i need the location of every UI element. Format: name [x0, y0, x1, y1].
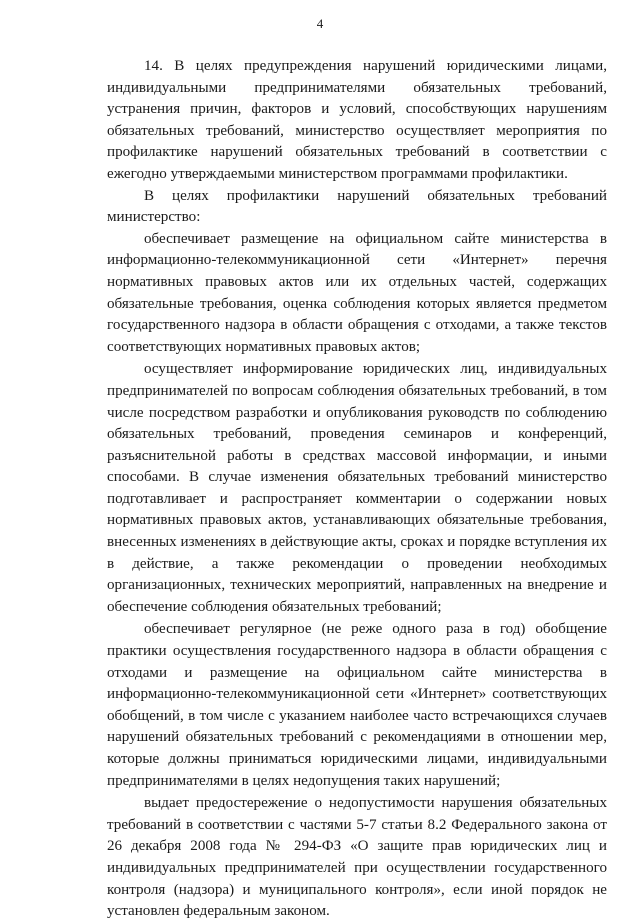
paragraph-ministry-intro: В целях профилактики нарушений обязательных требований министерство: — [107, 187, 607, 226]
paragraph-publication-of-acts: обеспечивает размещение на официальном сайте министерства в информационно-телекоммуникационной сети «Интернет» перечня нормативных правовых актов или их отдельных частей, содержащих обязательные требования, оценка соблюдения которых является предметом государственного надзора в области обращения с отходами, а также текстов соответствующих нормативных правовых актов; — [107, 230, 607, 355]
paragraph-14-prevention-measures: 14. В целях предупреждения нарушений юридическими лицами, индивидуальными предпринимателями обязательных требований, устранения причин, факторов и условий, способствующих нарушениям обязательных требований, министерство осуществляет мероприятия по профилактике нарушений обязательных требований в соответствии с ежегодно утверждаемыми министерством программами профилактики. — [107, 58, 607, 182]
paragraph-warning: выдает предостережение о недопустимости нарушения обязательных требований в соответствии с частями 5-7 статьи 8.2 Федерального закона от 26 декабря 2008 года № 294-ФЗ «О защите прав юридических лиц и индивидуальных предпринимателей при осуществлении государственного контроля (надзора) и муниципального контроля», если иной порядок не установлен федеральным законом. — [107, 795, 607, 920]
paragraph-generalization-of-practice: обеспечивает регулярное (не реже одного раза в год) обобщение практики осуществления государственного надзора в области обращения с отходами и размещение на официальном сайте министерства в информационно-телекоммуникационной сети «Интернет» соответствующих обобщений, в том числе с указанием наиболее часто встречающихся случаев нарушений обязательных требований с рекомендациями в отношении мер, которые должны приниматься юридическими лицами, индивидуальными предпринимателями в целях недопущения таких нарушений; — [107, 621, 607, 789]
page-number: 4 — [316, 16, 324, 31]
paragraph-informing: осуществляет информирование юридических лиц, индивидуальных предпринимателей по вопросам соблюдения обязательных требований, в том числе посредством разработки и опубликования руководств по соблюдению обязательных требований, проведения семинаров и конференций, разъяснительной работы в средствах массовой информации, и иными способами. В случае изменения обязательных требований министерство подготавливает и распространяет комментарии о содержании новых нормативных правовых актов, устанавливающих обязательные требования, внесенных изменениях в действующие акты, сроках и порядке вступления их в действие, а также рекомендации о проведении необходимых организационных, технических мероприятий, направленных на внедрение и обеспечение соблюдения обязательных требований; — [107, 361, 607, 615]
document-body — [107, 56, 607, 923]
